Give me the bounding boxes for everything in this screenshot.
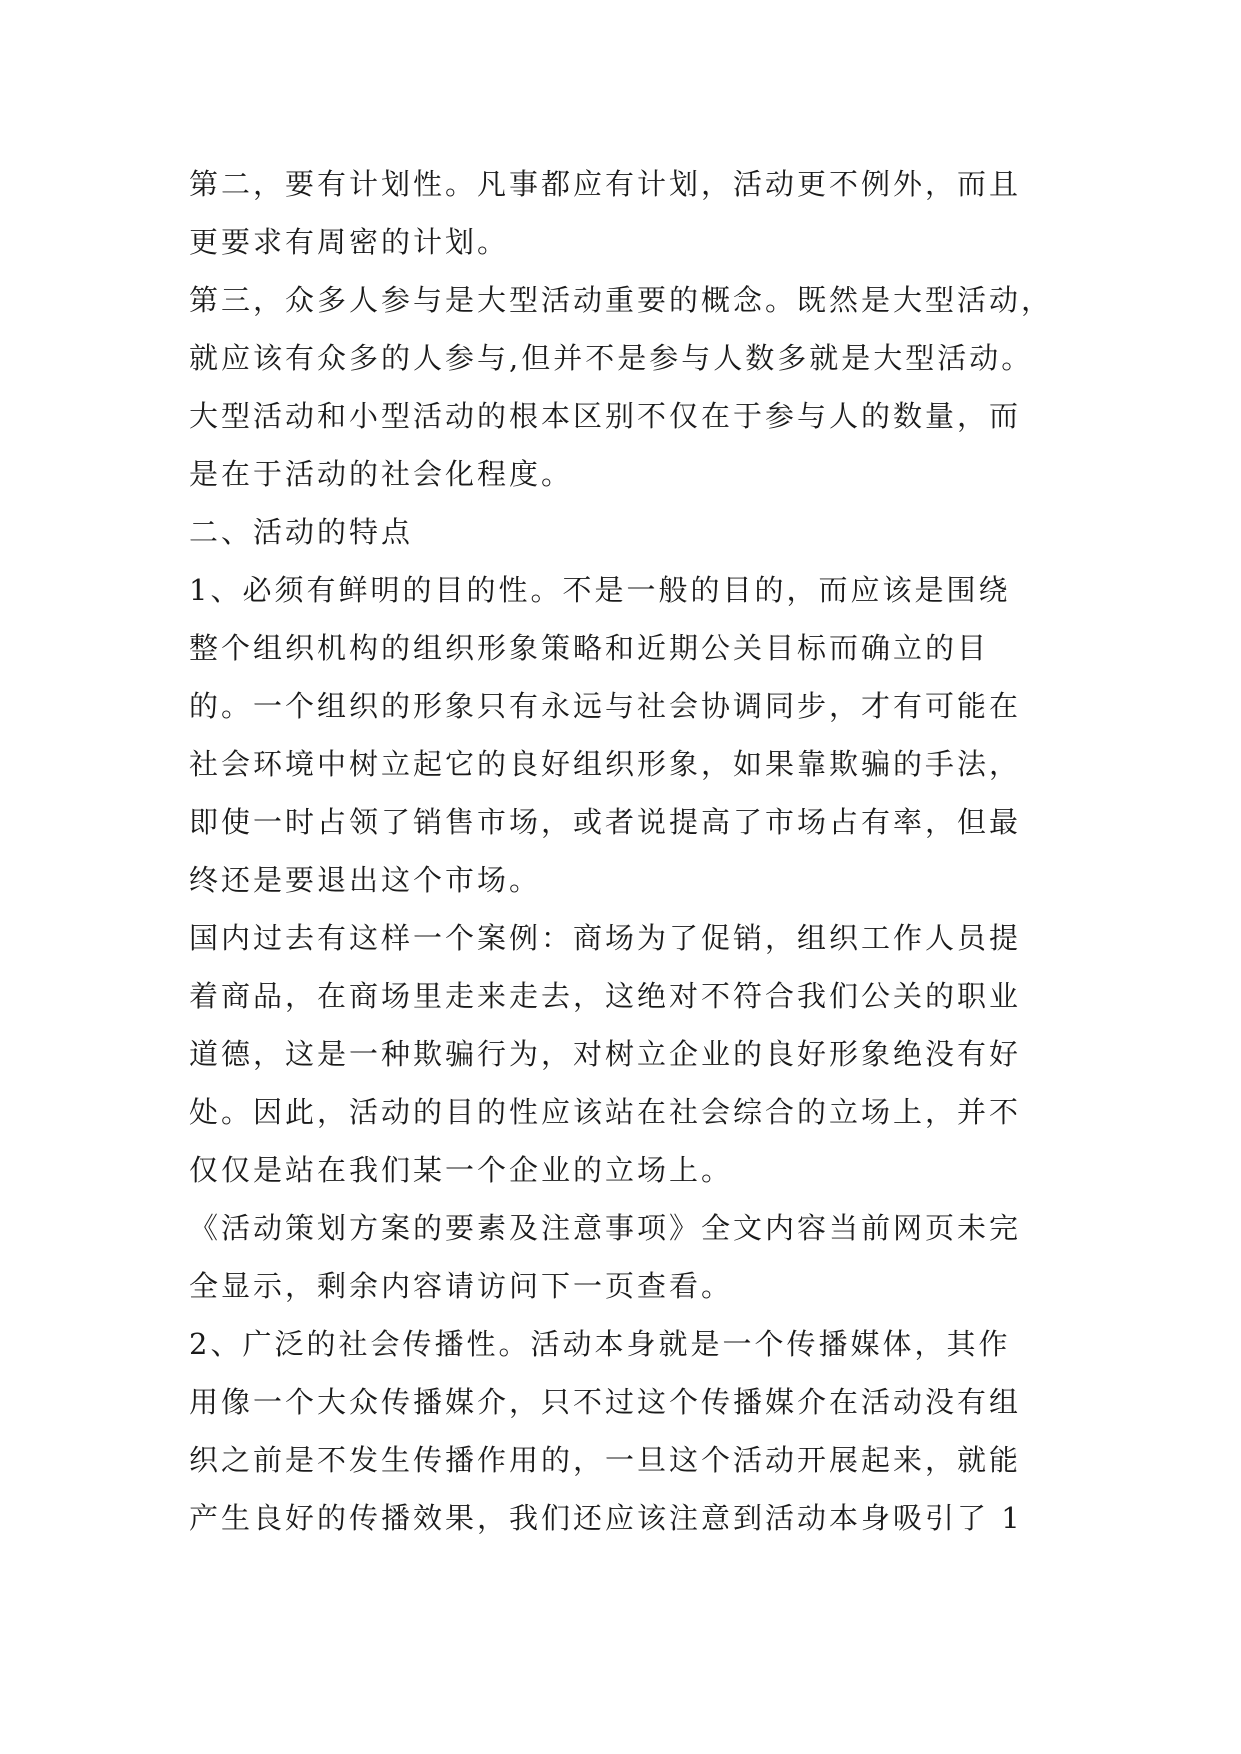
text-line: 第三，众多人参与是大型活动重要的概念。既然是大型活动， — [189, 283, 1054, 317]
text-line: 道德，这是一种欺骗行为，对树立企业的良好形象绝没有好 — [189, 1037, 1022, 1071]
text-line: 2、广泛的社会传播性。活动本身就是一个传播媒体，其作 — [189, 1327, 1011, 1361]
section-heading: 二、活动的特点 — [189, 515, 414, 549]
text-line: 终还是要退出这个市场。 — [189, 863, 542, 897]
text-line: 即使一时占领了销售市场，或者说提高了市场占有率，但最 — [189, 805, 1022, 839]
notice-line: 《活动策划方案的要素及注意事项》全文内容当前网页未完 — [189, 1211, 1022, 1245]
text-line: 产生良好的传播效果，我们还应该注意到活动本身吸引了 1 — [189, 1501, 1023, 1535]
body-text — [189, 155, 1069, 1547]
text-line: 织之前是不发生传播作用的，一旦这个活动开展起来，就能 — [189, 1443, 1022, 1477]
notice-line: 全显示，剩余内容请访问下一页查看。 — [189, 1269, 734, 1303]
text-line: 就应该有众多的人参与,但并不是参与人数多就是大型活动。 — [189, 341, 1034, 375]
text-line: 用像一个大众传播媒介，只不过这个传播媒介在活动没有组 — [189, 1385, 1022, 1419]
text-line: 第二，要有计划性。凡事都应有计划，活动更不例外，而且 — [189, 167, 1022, 201]
text-line: 更要求有周密的计划。 — [189, 225, 510, 259]
text-line: 处。因此，活动的目的性应该站在社会综合的立场上，并不 — [189, 1095, 1022, 1129]
text-line: 大型活动和小型活动的根本区别不仅在于参与人的数量，而 — [189, 399, 1022, 433]
text-line: 国内过去有这样一个案例：商场为了促销，组织工作人员提 — [189, 921, 1022, 955]
text-line: 1、必须有鲜明的目的性。不是一般的目的，而应该是围绕 — [189, 573, 1011, 607]
text-line: 整个组织机构的组织形象策略和近期公关目标而确立的目 — [189, 631, 990, 665]
text-line: 着商品，在商场里走来走去，这绝对不符合我们公关的职业 — [189, 979, 1022, 1013]
text-line: 是在于活动的社会化程度。 — [189, 457, 574, 491]
text-line: 社会环境中树立起它的良好组织形象，如果靠欺骗的手法， — [189, 747, 1022, 781]
text-line: 仅仅是站在我们某一个企业的立场上。 — [189, 1153, 734, 1187]
text-line: 的。一个组织的形象只有永远与社会协调同步，才有可能在 — [189, 689, 1022, 723]
